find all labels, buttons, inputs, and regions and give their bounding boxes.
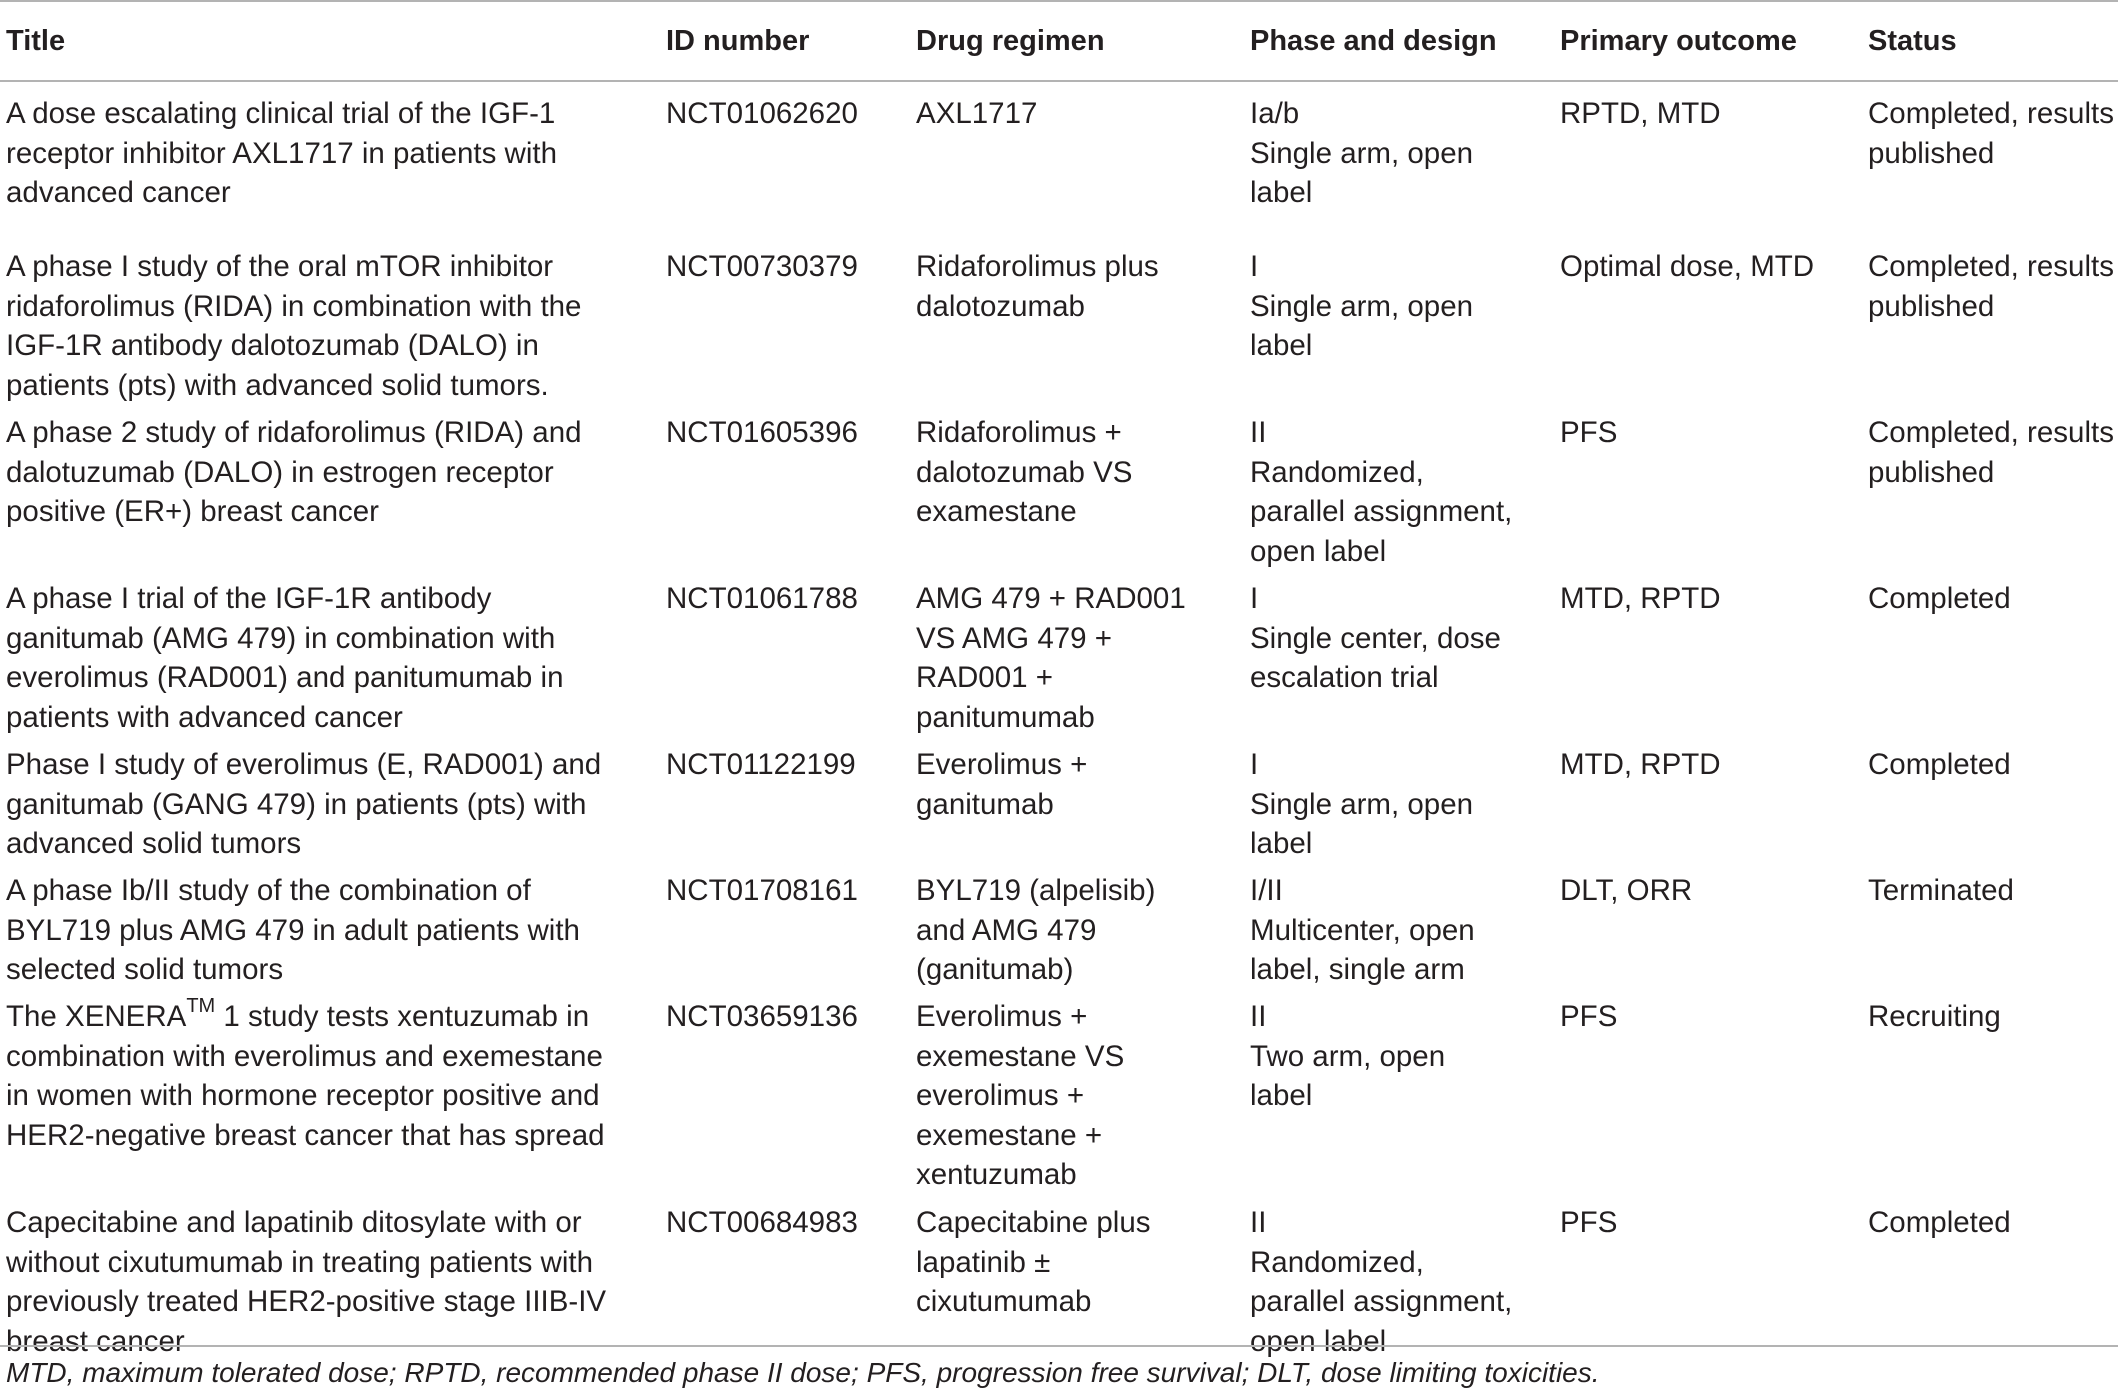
status-line: published [1868, 289, 1995, 323]
cell-primary-outcome [1554, 81, 1862, 247]
phase-line: open label [1250, 534, 1387, 568]
id-number: NCT01605396 [666, 416, 858, 449]
cell-id-number [660, 413, 910, 579]
status-line: Completed [1868, 1206, 2011, 1239]
drug-line: cixutumumab [916, 1285, 1092, 1318]
title-line: in women with hormone receptor positive and [6, 1079, 600, 1112]
phase-line: Single arm, open [1250, 787, 1474, 821]
cell-title [0, 997, 660, 1203]
drug-line: BYL719 (alpelisib) [916, 874, 1156, 907]
table-row [0, 579, 2118, 745]
primary-outcome: PFS [1560, 1206, 1618, 1239]
id-number: NCT00730379 [666, 250, 858, 283]
cell-id-number [660, 997, 910, 1203]
title-line: Capecitabine and lapatinib ditosylate with or [6, 1206, 582, 1239]
id-number: NCT01708161 [666, 874, 858, 907]
cell-primary-outcome [1554, 997, 1862, 1203]
phase-line: Single center, dose [1250, 621, 1501, 655]
cell-drug-regimen [910, 871, 1244, 997]
primary-outcome: DLT, ORR [1560, 874, 1693, 907]
phase-line: Multicenter, open [1250, 913, 1475, 947]
cell-status [1862, 81, 2118, 247]
title-line: previously treated HER2-positive stage IIIB-IV [6, 1285, 607, 1318]
phase-line: parallel assignment, [1250, 495, 1513, 528]
title-line: ridaforolimus (RIDA) in combination with the [6, 289, 582, 323]
cell-drug-regimen [910, 745, 1244, 871]
title-line: A phase Ib/II study of the combination of [6, 874, 531, 907]
table-row [0, 871, 2118, 997]
drug-line: dalotozumab [916, 289, 1085, 323]
cell-id-number [660, 745, 910, 871]
status-line: Terminated [1868, 874, 2014, 907]
cell-phase-design [1244, 413, 1554, 579]
phase-line: label [1250, 176, 1313, 209]
trademark-superscript: TM [186, 995, 216, 1017]
cell-phase-design [1244, 745, 1554, 871]
phase-line: parallel assignment, [1250, 1285, 1513, 1318]
phase-line: II [1250, 1206, 1267, 1239]
drug-line: Ridaforolimus plus [916, 250, 1159, 283]
drug-line: examestane [916, 495, 1077, 528]
title-line: breast cancer [6, 1324, 185, 1358]
title-line: HER2-negative breast cancer that has spread [6, 1118, 605, 1152]
primary-outcome: PFS [1560, 1000, 1618, 1033]
phase-line: label [1250, 1079, 1313, 1112]
header-drug-regimen: Drug regimen [910, 1, 1244, 81]
header-primary-outcome: Primary outcome [1554, 1, 1862, 81]
cell-drug-regimen [910, 997, 1244, 1203]
cell-status [1862, 413, 2118, 579]
cell-id-number [660, 81, 910, 247]
drug-line: Everolimus + [916, 1000, 1088, 1033]
cell-id-number [660, 579, 910, 745]
drug-line: exemestane + [916, 1118, 1103, 1152]
drug-line: and AMG 479 [916, 913, 1097, 947]
drug-line: Everolimus + [916, 748, 1088, 781]
table-header-row [0, 1, 2118, 81]
id-number: NCT01122199 [666, 748, 856, 781]
cell-status [1862, 247, 2118, 413]
id-number: NCT00684983 [666, 1206, 858, 1239]
cell-title [0, 247, 660, 413]
title-line: advanced cancer [6, 176, 231, 209]
title-line-text: The XENERA [6, 1000, 187, 1033]
primary-outcome: PFS [1560, 416, 1618, 449]
table-row [0, 247, 2118, 413]
cell-primary-outcome [1554, 579, 1862, 745]
primary-outcome: MTD, RPTD [1560, 582, 1721, 615]
drug-line: RAD001 + [916, 661, 1053, 694]
title-line: BYL719 plus AMG 479 in adult patients with [6, 913, 580, 947]
drug-line: ganitumab [916, 787, 1054, 821]
cell-title [0, 871, 660, 997]
phase-line: II [1250, 416, 1267, 449]
title-line: A phase 2 study of ridaforolimus (RIDA) and [6, 416, 582, 449]
title-line: Phase I study of everolimus (E, RAD001) and [6, 748, 602, 781]
drug-line: AMG 479 + RAD001 [916, 582, 1186, 615]
title-line: without cixutumumab in treating patients with [6, 1245, 594, 1279]
id-number: NCT03659136 [666, 1000, 858, 1033]
status-line: Completed, results [1868, 416, 2114, 449]
phase-line: label, single arm [1250, 953, 1465, 986]
phase-line: label [1250, 827, 1313, 860]
phase-line: I [1250, 250, 1259, 283]
cell-phase-design [1244, 81, 1554, 247]
phase-line: I/II [1250, 874, 1283, 907]
title-line: A dose escalating clinical trial of the IGF-1 [6, 97, 556, 130]
drug-line: everolimus + [916, 1079, 1085, 1112]
title-line: A phase I trial of the IGF-1R antibody [6, 582, 492, 615]
cell-primary-outcome [1554, 745, 1862, 871]
cell-drug-regimen [910, 413, 1244, 579]
title-line: patients with advanced cancer [6, 700, 403, 734]
drug-line: VS AMG 479 + [916, 621, 1112, 655]
phase-line: label [1250, 329, 1313, 362]
drug-line: exemestane VS [916, 1039, 1125, 1073]
title-line: combination with everolimus and exemestane [6, 1039, 603, 1073]
drug-line: AXL1717 [916, 97, 1038, 130]
drug-line: lapatinib ± [916, 1245, 1051, 1279]
table-row [0, 745, 2118, 871]
footnote-divider [0, 1345, 2118, 1347]
id-number: NCT01061788 [666, 582, 858, 615]
phase-line: open label [1250, 1324, 1387, 1358]
header-status: Status [1862, 1, 2118, 81]
header-id-number: ID number [660, 1, 910, 81]
phase-line: I [1250, 748, 1259, 781]
status-line: Recruiting [1868, 1000, 2001, 1033]
title-line [6, 997, 654, 1037]
cell-id-number [660, 247, 910, 413]
title-line-text: 1 study tests xentuzumab in [215, 1000, 590, 1033]
status-line: published [1868, 455, 1995, 489]
title-line: positive (ER+) breast cancer [6, 495, 379, 528]
title-line: ganitumab (GANG 479) in patients (pts) with [6, 787, 587, 821]
title-line: ganitumab (AMG 479) in combination with [6, 621, 556, 655]
phase-line: Randomized, [1250, 1245, 1424, 1279]
status-line: Completed, results [1868, 97, 2114, 130]
id-number: NCT01062620 [666, 97, 858, 130]
phase-line: escalation trial [1250, 661, 1439, 694]
drug-line: (ganitumab) [916, 953, 1074, 986]
cell-status [1862, 745, 2118, 871]
table-footnote: MTD, maximum tolerated dose; RPTD, recommended phase II dose; PFS, progression free survival; DLT, dose limiting toxicities. [6, 1357, 1600, 1388]
cell-drug-regimen [910, 579, 1244, 745]
cell-id-number [660, 871, 910, 997]
cell-status [1862, 579, 2118, 745]
cell-drug-regimen [910, 81, 1244, 247]
table-row [0, 81, 2118, 247]
phase-line: I [1250, 582, 1259, 615]
phase-line: Ia/b [1250, 97, 1300, 130]
cell-phase-design [1244, 997, 1554, 1203]
cell-primary-outcome [1554, 247, 1862, 413]
primary-outcome: Optimal dose, MTD [1560, 250, 1815, 283]
phase-line: Randomized, [1250, 455, 1424, 489]
primary-outcome: RPTD, MTD [1560, 97, 1721, 130]
status-line: published [1868, 136, 1995, 170]
status-line: Completed, results [1868, 250, 2114, 283]
table-row [0, 997, 2118, 1203]
cell-title [0, 413, 660, 579]
header-phase-and-design: Phase and design [1244, 1, 1554, 81]
status-line: Completed [1868, 582, 2011, 615]
phase-line: Single arm, open [1250, 289, 1474, 323]
title-line: dalotuzumab (DALO) in estrogen receptor [6, 455, 554, 489]
phase-line: Two arm, open [1250, 1039, 1446, 1073]
cell-status [1862, 997, 2118, 1203]
phase-line: Single arm, open [1250, 136, 1474, 170]
cell-phase-design [1244, 871, 1554, 997]
cell-drug-regimen [910, 247, 1244, 413]
drug-line: Ridaforolimus + [916, 416, 1122, 449]
primary-outcome: MTD, RPTD [1560, 748, 1721, 781]
cell-status [1862, 871, 2118, 997]
cell-title [0, 579, 660, 745]
cell-phase-design [1244, 247, 1554, 413]
cell-title [0, 81, 660, 247]
phase-line: II [1250, 1000, 1267, 1033]
title-line: advanced solid tumors [6, 827, 302, 860]
title-line: receptor inhibitor AXL1717 in patients with [6, 136, 558, 170]
title-line: everolimus (RAD001) and panitumumab in [6, 661, 564, 694]
cell-primary-outcome [1554, 871, 1862, 997]
status-line: Completed [1868, 748, 2011, 781]
drug-line: Capecitabine plus [916, 1206, 1151, 1239]
title-line: IGF-1R antibody dalotozumab (DALO) in [6, 329, 539, 362]
title-line: selected solid tumors [6, 953, 284, 986]
cell-title [0, 745, 660, 871]
drug-line: dalotozumab VS [916, 455, 1133, 489]
header-title: Title [0, 1, 660, 81]
cell-primary-outcome [1554, 413, 1862, 579]
drug-line: panitumumab [916, 700, 1095, 734]
cell-phase-design [1244, 579, 1554, 745]
title-line: A phase I study of the oral mTOR inhibitor [6, 250, 554, 283]
title-line: patients (pts) with advanced solid tumors. [6, 368, 549, 402]
drug-line: xentuzumab [916, 1158, 1077, 1191]
table-row [0, 413, 2118, 579]
